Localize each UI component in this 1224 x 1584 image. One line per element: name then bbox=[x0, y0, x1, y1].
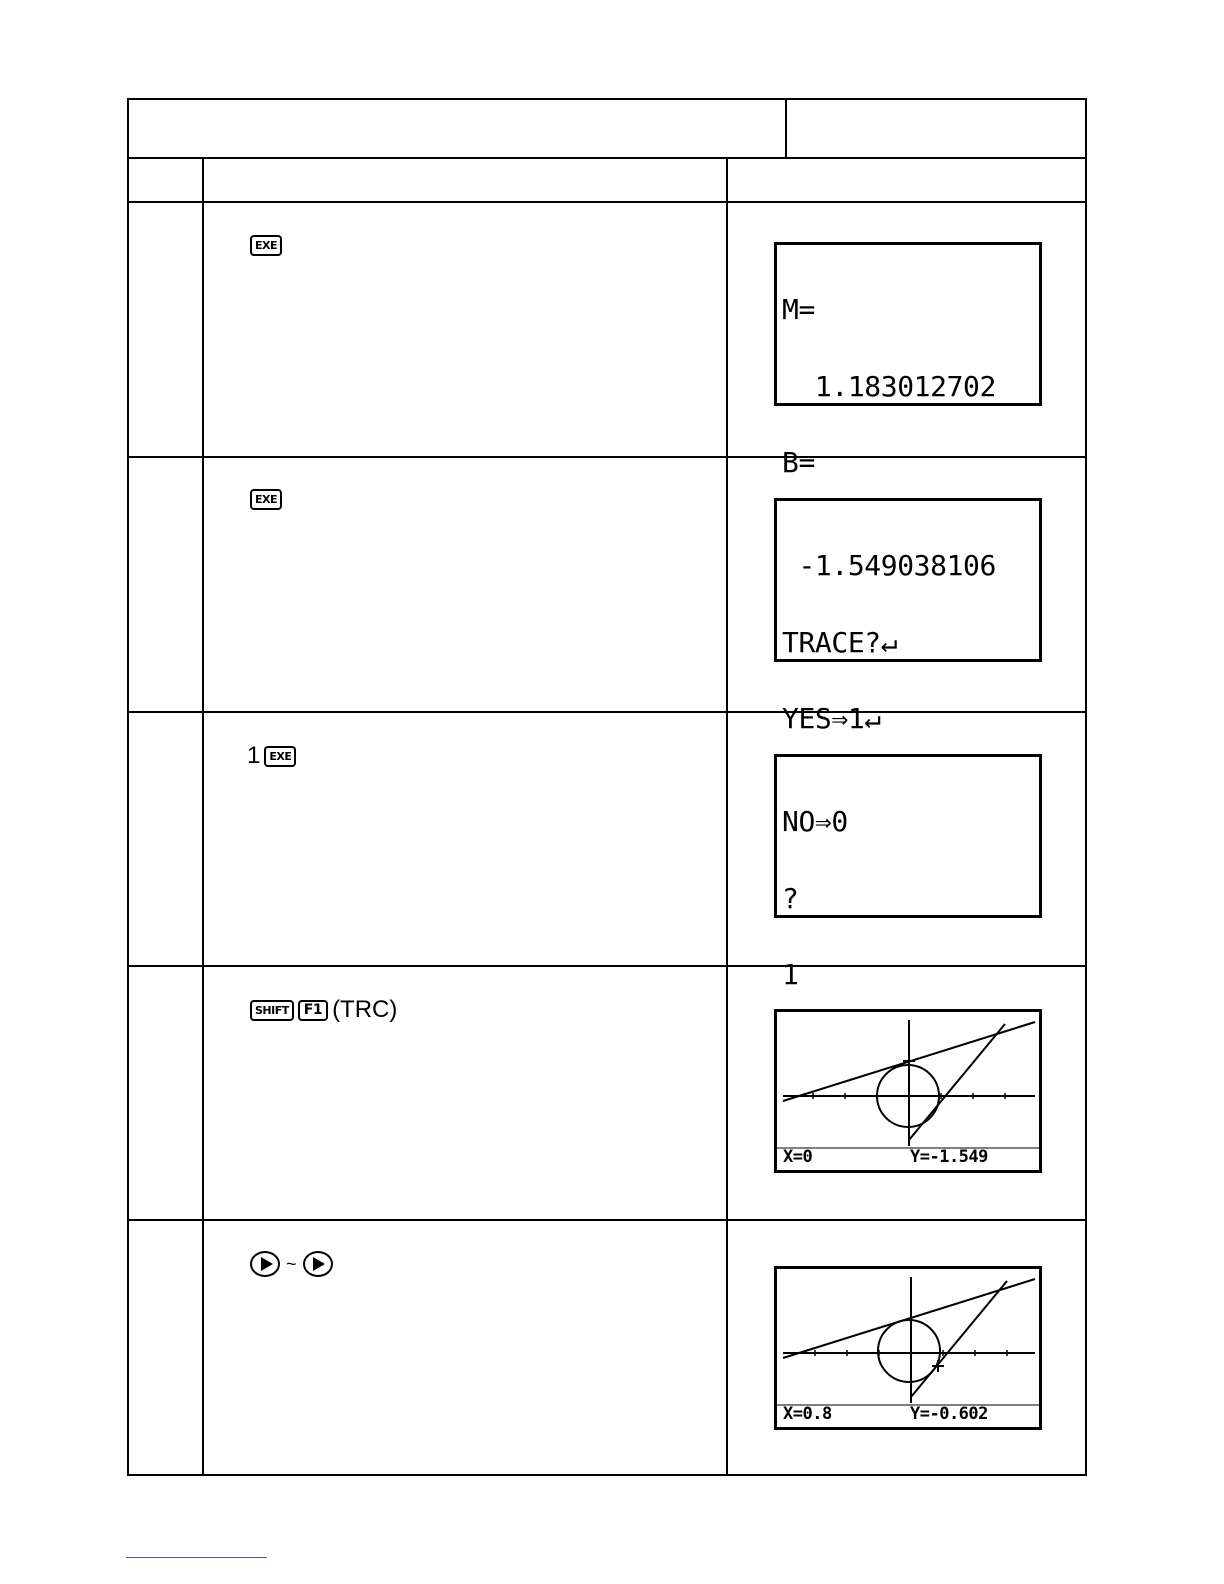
screen-line: M= bbox=[782, 293, 815, 326]
tangent-line bbox=[783, 1279, 1035, 1358]
step-5-keys bbox=[250, 1251, 333, 1277]
step-2-keys bbox=[250, 489, 282, 510]
step-4-graph-screen bbox=[774, 1009, 1042, 1173]
exe-key: EXE bbox=[250, 489, 282, 510]
header-right-cell-divider bbox=[785, 98, 787, 158]
right-arrow-icon bbox=[250, 1251, 280, 1277]
right-arrow-icon bbox=[303, 1251, 333, 1277]
step-4-keys bbox=[250, 998, 397, 1022]
step-2-calculator-screen bbox=[774, 498, 1042, 735]
graph-plot bbox=[777, 1012, 1039, 1170]
trace-y-readout: Y=-1.549 bbox=[910, 1147, 988, 1167]
secant-line bbox=[909, 1024, 1005, 1140]
trace-x-readout: X=0 bbox=[783, 1147, 813, 1167]
step-3-calculator-screen bbox=[774, 754, 1042, 991]
column-header-divider bbox=[127, 201, 1087, 203]
trc-label: (TRC) bbox=[332, 996, 398, 1023]
screen-column-divider bbox=[726, 157, 728, 1476]
trace-x-readout: X=0.8 bbox=[783, 1404, 832, 1424]
screen-line: -1.549038106 bbox=[782, 549, 996, 582]
screen-line: B= bbox=[782, 446, 815, 479]
f1-key: F1 bbox=[298, 1000, 328, 1021]
trace-y-readout: Y=-0.602 bbox=[910, 1404, 988, 1424]
screen-line: 1.183012702 bbox=[782, 369, 996, 403]
step-3-keys bbox=[247, 744, 296, 768]
screen-line: YES⇒1↵ bbox=[782, 702, 881, 735]
step-1-calculator-screen bbox=[774, 242, 1042, 479]
exe-key: EXE bbox=[250, 235, 282, 256]
step-1-keys bbox=[250, 235, 282, 256]
shift-key: SHIFT bbox=[250, 1000, 294, 1021]
row-divider bbox=[127, 1219, 1087, 1221]
secant-line bbox=[911, 1281, 1007, 1397]
screen-line: 1 bbox=[782, 958, 799, 991]
tilde: ~ bbox=[286, 1254, 297, 1274]
screen-line: TRACE?↵ bbox=[782, 625, 898, 659]
screen-line: NO⇒0 bbox=[782, 805, 848, 838]
footer-link-underline[interactable] bbox=[126, 1557, 267, 1558]
step-column-divider bbox=[202, 157, 204, 1476]
exe-key: EXE bbox=[264, 746, 296, 767]
screen-line: ? bbox=[782, 881, 799, 915]
step-5-graph-screen bbox=[774, 1266, 1042, 1430]
header-divider bbox=[127, 157, 1087, 159]
digit-one: 1 bbox=[247, 742, 261, 769]
